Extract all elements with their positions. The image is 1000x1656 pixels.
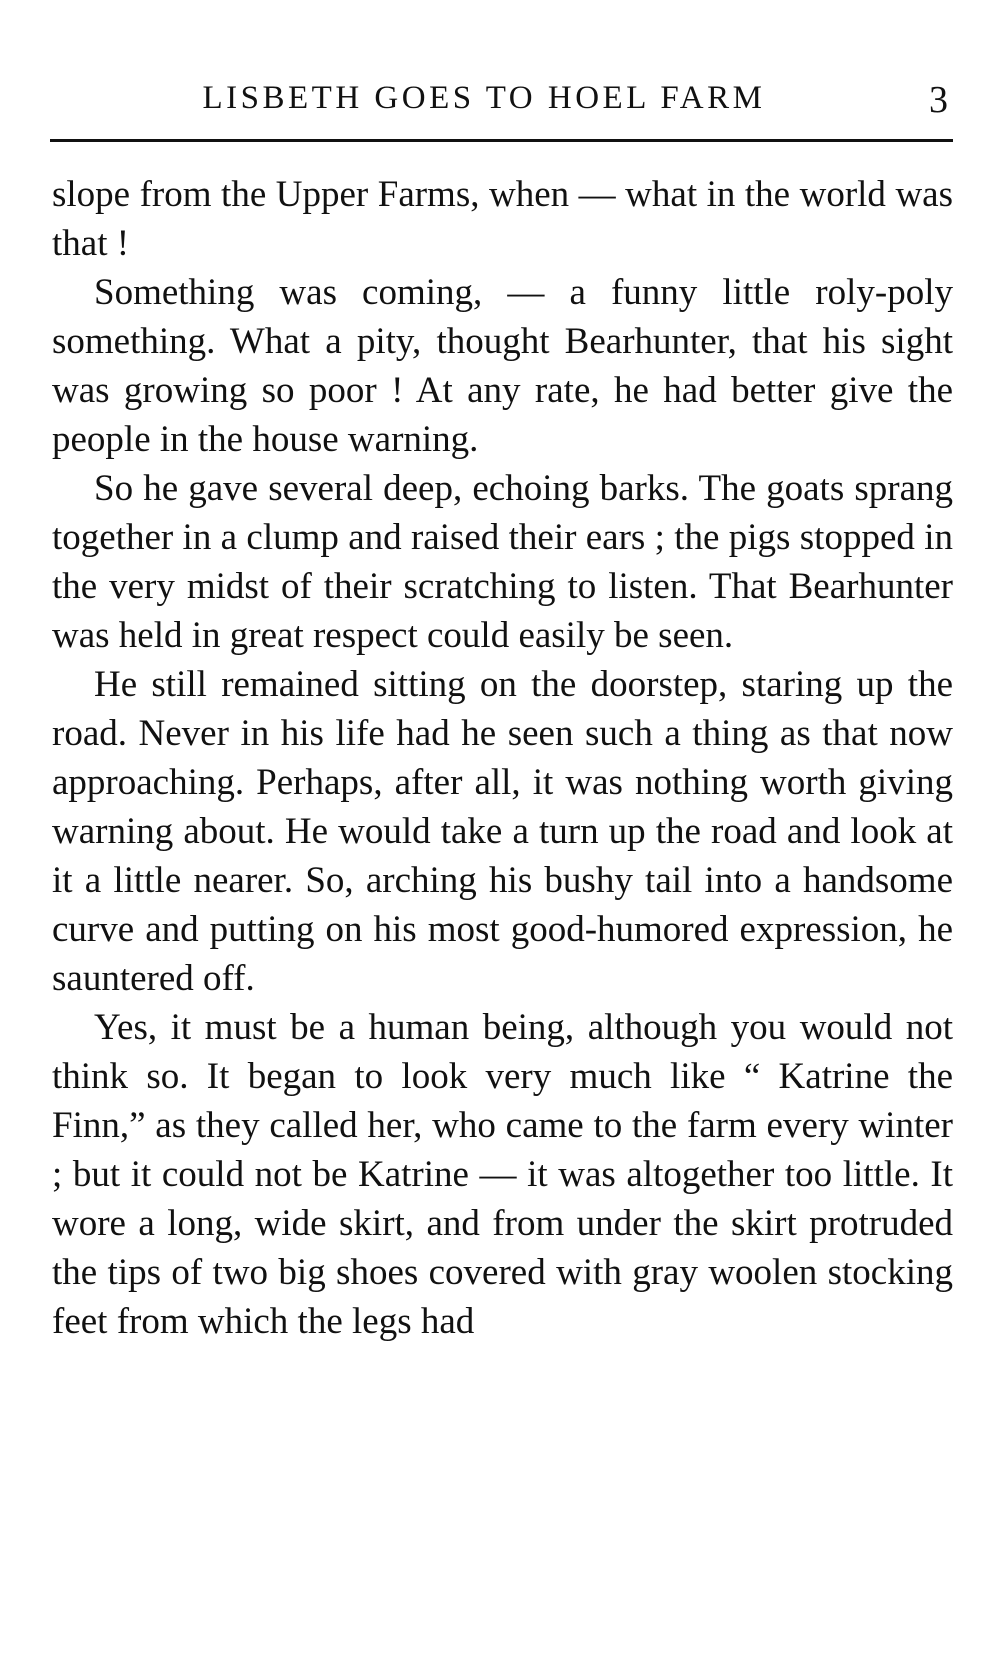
body-text (52, 170, 953, 1346)
paragraph: He still remained sitting on the doorstep, staring up the road. Never in his life had he seen such a thing as that now approaching. Perhaps, after all, it was nothing worth giving warning about. He would take a turn up the road and look at it a little nearer. So, arching his bushy tail into a handsome curve and putting on his most good-humored expression, he sauntered off. (52, 664, 953, 999)
header-rule (50, 139, 953, 142)
paragraph: Yes, it must be a human being, although you would not think so. It began to look very much like “ Katrine the Finn,” as they called her, who came to the farm every winter ; but it could not be Katrine — it was altogether too little. It wore a long, wide skirt, and from under the skirt protruded the tips of two big shoes covered with gray woolen stocking feet from which the legs had (52, 1007, 953, 1342)
page-number: 3 (929, 79, 948, 121)
paragraph: So he gave several deep, echoing barks. The goats sprang together in a clump and raised their ears ; the pigs stopped in the very midst of their scratching to listen. That Bearhunter was held in great respect could easily be seen. (52, 468, 953, 656)
paragraph-continued: slope from the Upper Farms, when — what in the world was that ! (52, 174, 953, 264)
paragraph: Something was coming, — a funny little roly-poly something. What a pity, thought Bearhunter, that his sight was growing so poor ! At any rate, he had better give the people in the house warning. (52, 272, 953, 460)
running-header (54, 72, 954, 122)
running-title: LISBETH GOES TO HOEL FARM (202, 80, 766, 116)
